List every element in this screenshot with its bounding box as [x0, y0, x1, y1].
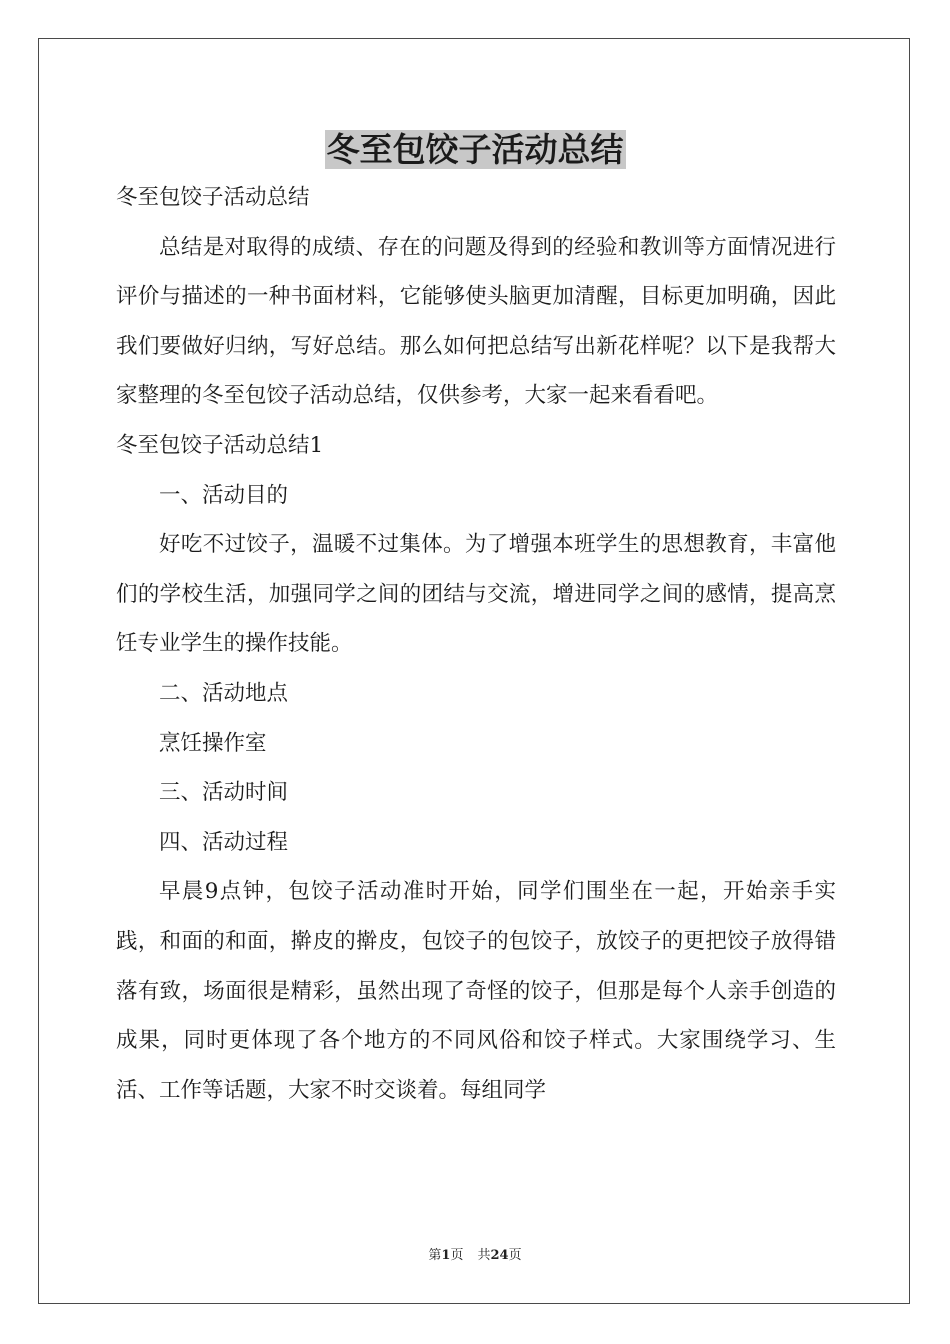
page-suffix: 页 [450, 1248, 464, 1263]
document-body [116, 173, 836, 1115]
paragraph: 烹饪操作室 [159, 730, 267, 756]
document-title-text: 冬至包饺子活动总结 [326, 130, 624, 169]
paragraph: 一、活动目的 [159, 482, 289, 508]
page-number: 1 [441, 1248, 451, 1263]
paragraph: 总结是对取得的成绩、存在的问题及得到的经验和教训等方面情况进行评价与描述的一种书面材料，它能够使头脑更加清醒，目标更加明确，因此我们要做好归纳，写好总结。那么如何把总结写出新花样呢？以下是我帮大家整理的冬至包饺子活动总结，仅供参考，大家一起来看看吧。 [116, 234, 836, 409]
total-suffix: 页 [508, 1248, 522, 1263]
page-footer [0, 1247, 950, 1265]
paragraph: 好吃不过饺子，温暖不过集体。为了增强本班学生的思想教育，丰富他们的学校生活，加强同学之间的团结与交流，增进同学之间的感情，提高烹饪专业学生的操作技能。 [116, 532, 836, 657]
paragraph: 冬至包饺子活动总结 [116, 185, 310, 210]
total-pages: 24 [490, 1248, 509, 1263]
paragraph: 四、活动过程 [159, 829, 289, 855]
paragraph: 二、活动地点 [159, 680, 289, 706]
paragraph: 三、活动时间 [159, 780, 289, 806]
page-prefix: 第 [428, 1248, 442, 1263]
document-title [0, 128, 950, 172]
paragraph: 冬至包饺子活动总结1 [116, 432, 324, 458]
paragraph: 早晨9点钟，包饺子活动准时开始，同学们围坐在一起，开始亲手实践，和面的和面，擀皮的擀皮，包饺子的包饺子，放饺子的更把饺子放得错落有致，场面很是精彩，虽然出现了奇怪的饺子，但那是每个人亲手创造的成果，同时更体现了各个地方的不同风俗和饺子样式。大家围绕学习、生活、工作等话题，大家不时交谈着。每组同学 [116, 879, 836, 1103]
total-prefix: 共 [477, 1248, 491, 1263]
